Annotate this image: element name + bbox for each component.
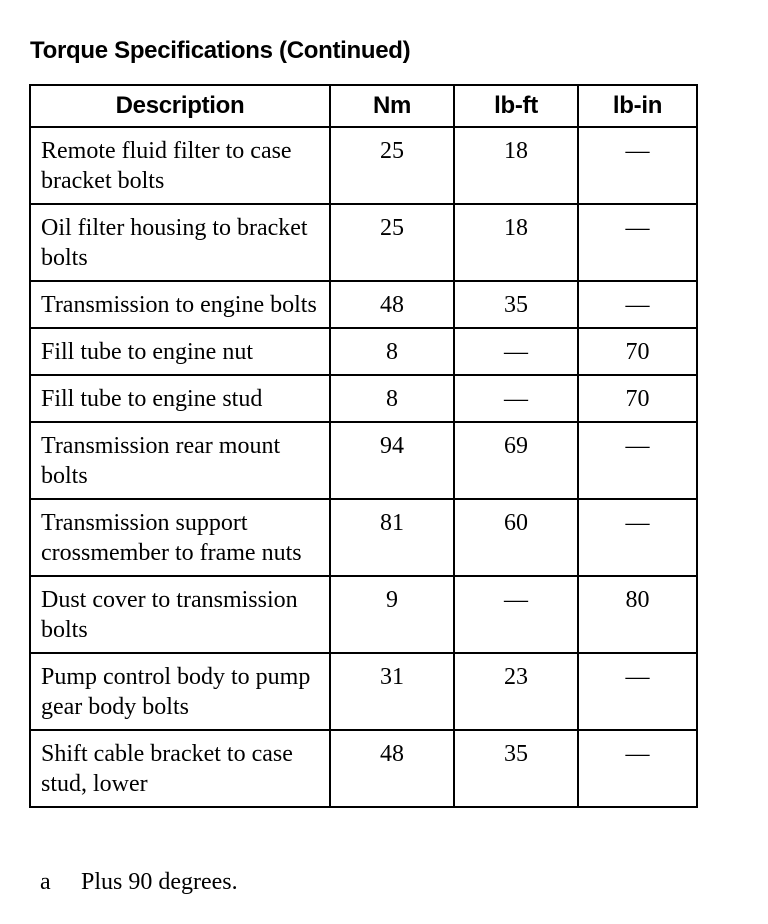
cell-lb-in: — — [578, 422, 697, 499]
cell-description: Oil filter housing to bracket bolts — [30, 204, 330, 281]
cell-description: Remote fluid filter to case bracket bolts — [30, 127, 330, 204]
cell-lb-in: — — [578, 204, 697, 281]
cell-description: Fill tube to engine nut — [30, 328, 330, 375]
cell-lb-ft: — — [454, 375, 578, 422]
header-nm: Nm — [330, 85, 454, 127]
cell-lb-ft: 60 — [454, 499, 578, 576]
cell-lb-in: — — [578, 127, 697, 204]
cell-description: Fill tube to engine stud — [30, 375, 330, 422]
page-title: Torque Specifications (Continued) — [30, 37, 411, 64]
cell-description: Dust cover to transmission bolts — [30, 576, 330, 653]
table-row — [30, 576, 697, 653]
footnote — [40, 867, 238, 897]
cell-lb-in: — — [578, 281, 697, 328]
cell-lb-in: 70 — [578, 375, 697, 422]
table-row — [30, 730, 697, 807]
cell-lb-ft: — — [454, 328, 578, 375]
cell-nm: 25 — [330, 204, 454, 281]
cell-lb-in: 80 — [578, 576, 697, 653]
table-row — [30, 281, 697, 328]
cell-lb-in: — — [578, 653, 697, 730]
header-lb-in: lb-in — [578, 85, 697, 127]
footnote-marker: a — [40, 869, 51, 895]
table-row — [30, 375, 697, 422]
cell-nm: 81 — [330, 499, 454, 576]
table-body — [30, 127, 697, 807]
cell-lb-ft: 35 — [454, 281, 578, 328]
cell-lb-ft: 18 — [454, 127, 578, 204]
table-row — [30, 422, 697, 499]
cell-nm: 31 — [330, 653, 454, 730]
cell-nm: 8 — [330, 328, 454, 375]
header-description: Description — [30, 85, 330, 127]
table-row — [30, 127, 697, 204]
cell-nm: 94 — [330, 422, 454, 499]
cell-lb-ft: 69 — [454, 422, 578, 499]
header-lb-ft: lb-ft — [454, 85, 578, 127]
header-row — [30, 85, 697, 127]
table-header — [30, 85, 697, 127]
cell-description: Pump control body to pump gear body bolts — [30, 653, 330, 730]
cell-description: Transmission to engine bolts — [30, 281, 330, 328]
cell-nm: 48 — [330, 281, 454, 328]
table-row — [30, 328, 697, 375]
torque-spec-table — [29, 84, 698, 808]
cell-lb-in: 70 — [578, 328, 697, 375]
cell-lb-ft: 18 — [454, 204, 578, 281]
cell-lb-in: — — [578, 499, 697, 576]
cell-lb-ft: 35 — [454, 730, 578, 807]
footnote-text: Plus 90 degrees. — [81, 869, 238, 895]
table-row — [30, 653, 697, 730]
cell-nm: 8 — [330, 375, 454, 422]
cell-description: Transmission support crossmember to frame nuts — [30, 499, 330, 576]
cell-nm: 48 — [330, 730, 454, 807]
cell-lb-ft: — — [454, 576, 578, 653]
cell-nm: 25 — [330, 127, 454, 204]
table-row — [30, 499, 697, 576]
table-row — [30, 204, 697, 281]
cell-nm: 9 — [330, 576, 454, 653]
cell-description: Transmission rear mount bolts — [30, 422, 330, 499]
cell-description: Shift cable bracket to case stud, lower — [30, 730, 330, 807]
cell-lb-in: — — [578, 730, 697, 807]
cell-lb-ft: 23 — [454, 653, 578, 730]
